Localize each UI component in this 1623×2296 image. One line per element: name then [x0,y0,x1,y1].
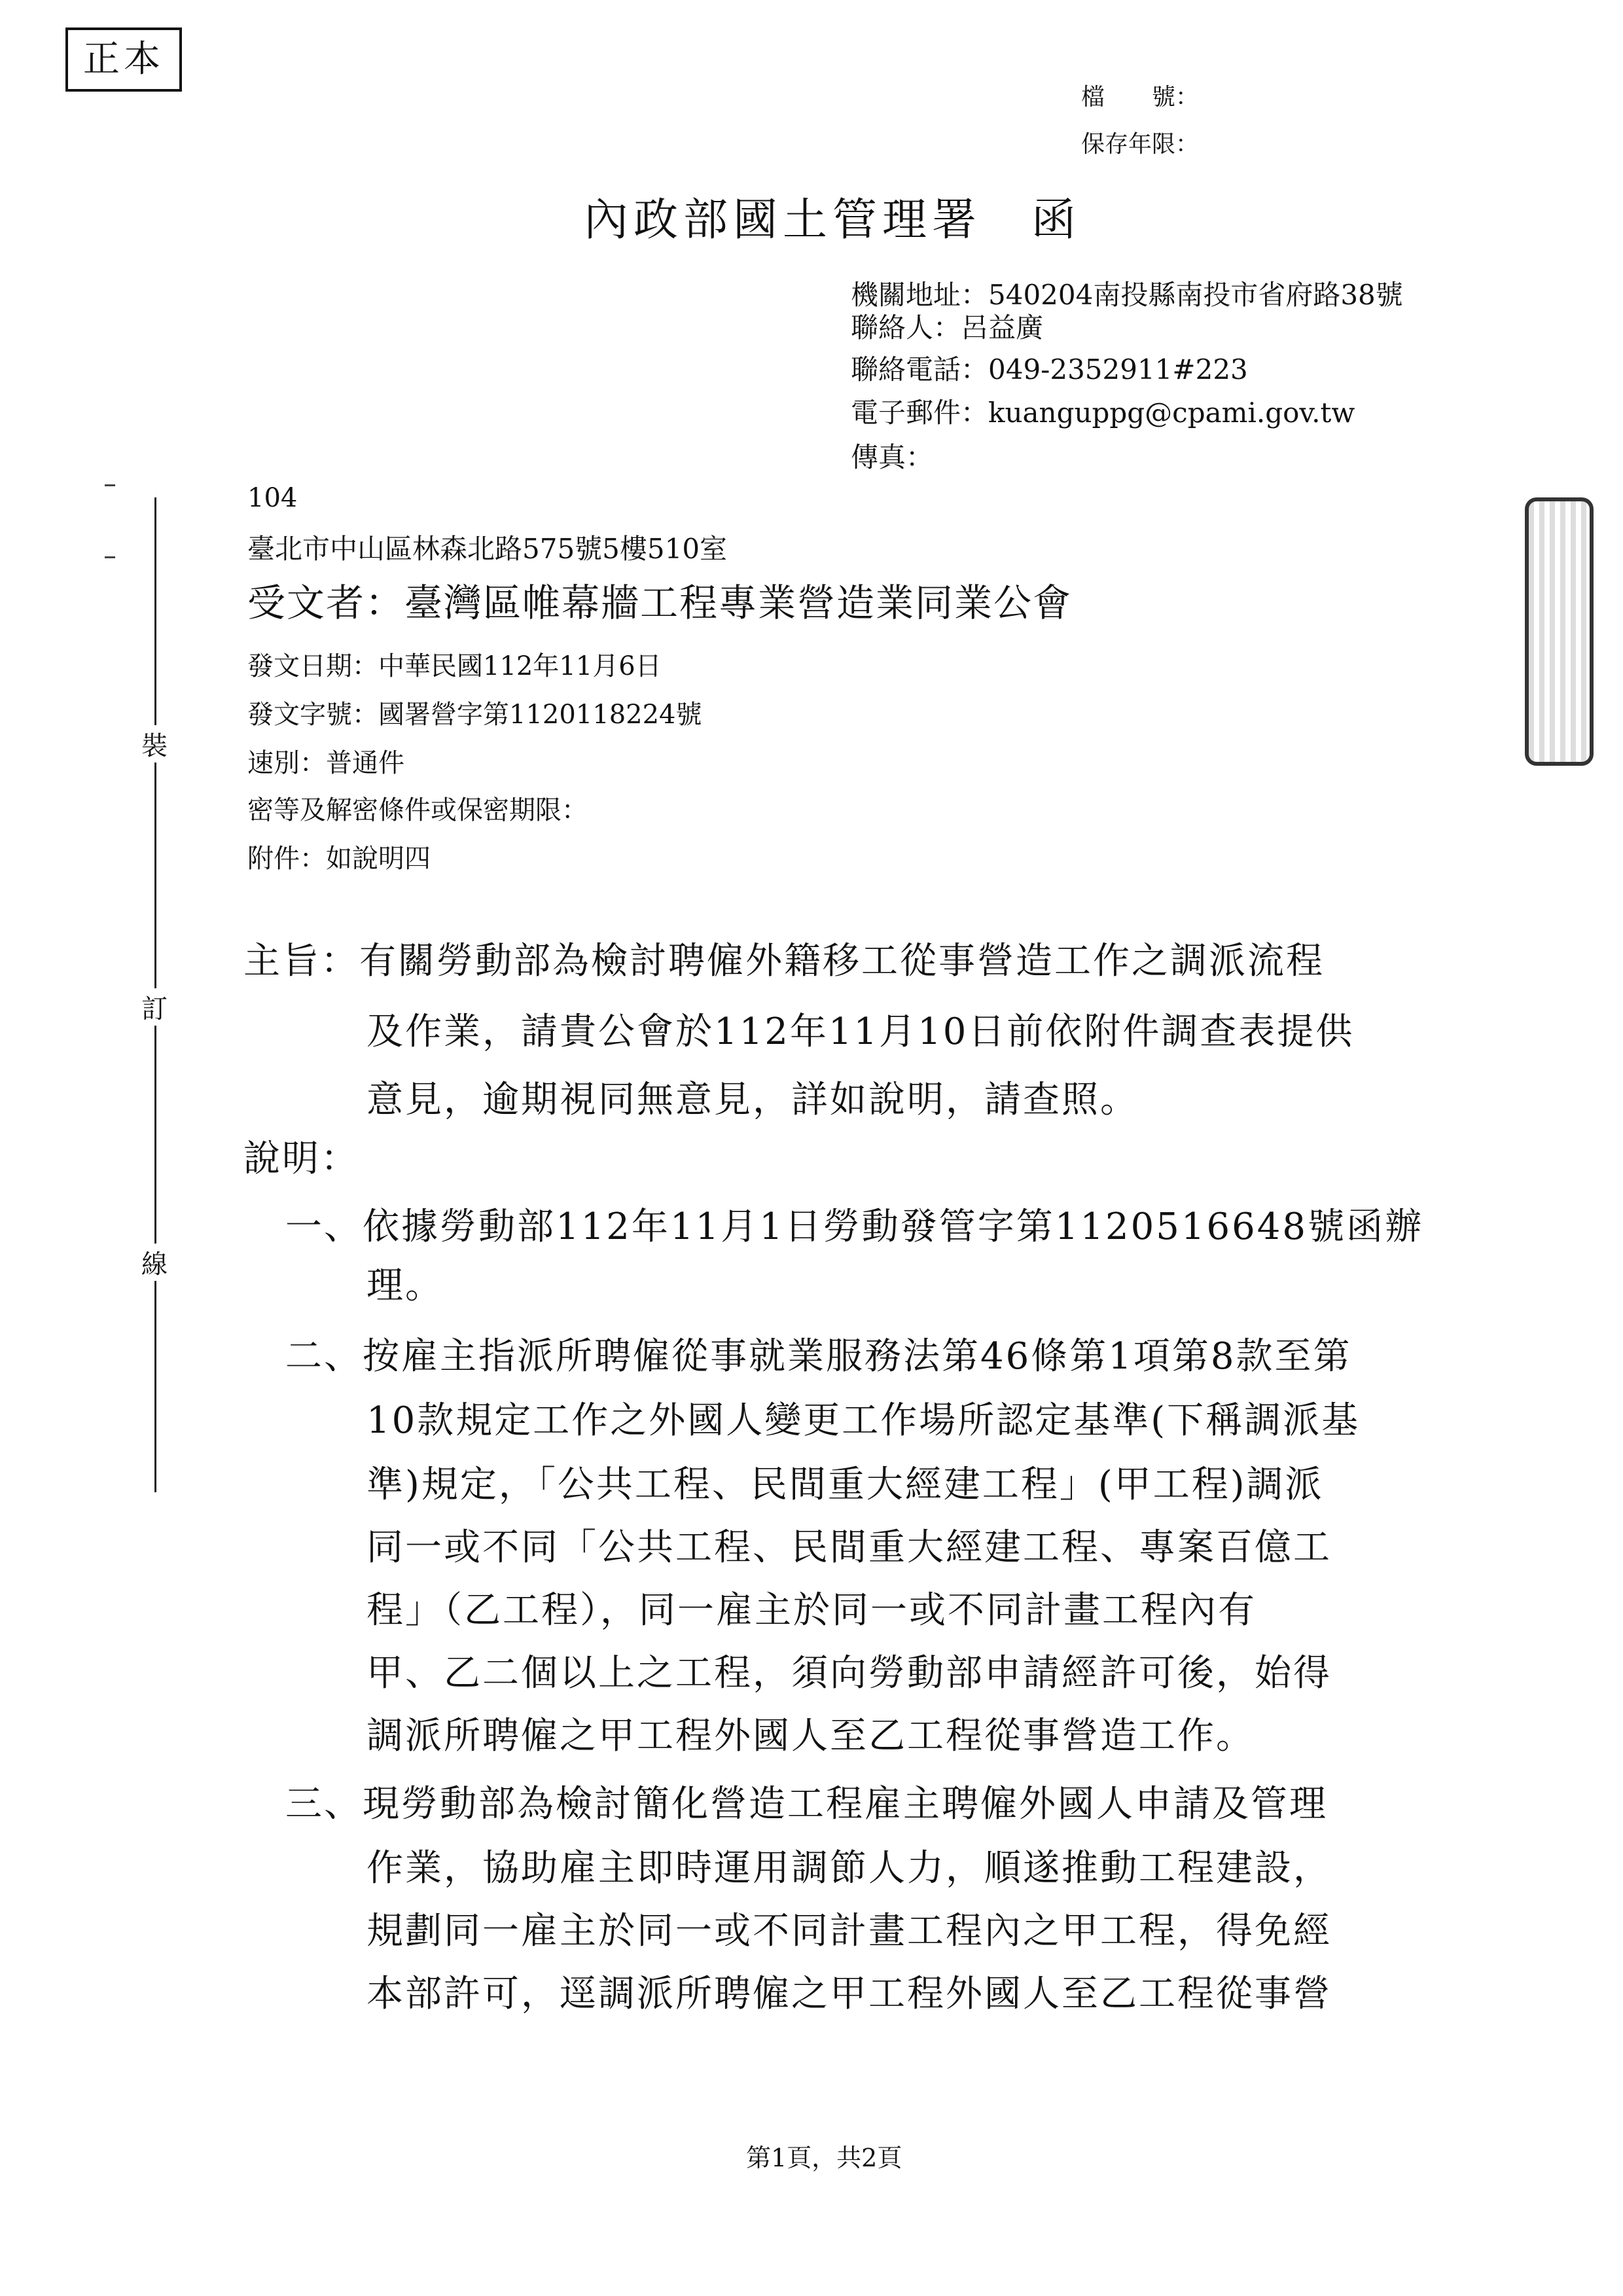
delivery-speed: 速別：普通件 [247,748,404,778]
explanation-item-line: 理。 [366,1265,444,1307]
subject-line: 及作業，請貴公會於112年11月10日前依附件調查表提供 [366,1011,1355,1053]
file-number-label: 檔 號： [1081,84,1200,111]
document-title: 內政部國土管理署 函 [584,194,1082,246]
explanation-item-line: 調派所聘僱之甲工程外國人至乙工程從事營造工作。 [366,1715,1255,1757]
agency-address: 機關地址：540204南投縣南投市省府路38號 [851,279,1403,311]
margin-binding-char: 線 [141,1244,168,1281]
explanation-item-line: 10款規定工作之外國人變更工作場所認定基準(下稱調派基 [366,1399,1361,1442]
explanation-label: 說明： [243,1138,359,1180]
issue-date: 發文日期：中華民國112年11月6日 [247,651,662,681]
explanation-item-line: 二、按雇主指派所聘僱從事就業服務法第46條第1項第8款至第 [285,1335,1352,1378]
margin-binding-char: 裝 [141,725,168,762]
attachment-note: 附件：如說明四 [247,844,431,874]
contact-person: 聯絡人：呂益廣 [851,312,1044,344]
subject-line: 意見，逾期視同無意見，詳如說明，請查照。 [366,1079,1139,1121]
explanation-item-line: 程」（乙工程），同一雇主於同一或不同計畫工程內有 [366,1589,1257,1632]
explanation-item-line: 準)規定，「公共工程、民間重大經建工程」(甲工程)調派 [366,1463,1324,1506]
contact-email: 電子郵件：kuanguppg@cpami.gov.tw [851,397,1355,429]
recipient-name: 受文者：臺灣區帷幕牆工程專業營造業同業公會 [247,581,1073,625]
margin-mark [105,556,115,558]
original-copy-stamp: 正本 [65,27,182,92]
explanation-item-line: 規劃同一雇主於同一或不同計畫工程內之甲工程，得免經 [366,1910,1332,1952]
subject-line: 主旨：有關勞動部為檢討聘僱外籍移工從事營造工作之調派流程 [243,940,1325,982]
explanation-item-line: 本部許可，逕調派所聘僱之甲工程外國人至乙工程從事營 [366,1973,1332,2015]
contact-fax: 傳真： [851,441,934,473]
retention-period-label: 保存年限： [1081,131,1200,158]
margin-mark [105,484,115,486]
recipient-address: 臺北市中山區林森北路575號5樓510室 [247,533,728,565]
explanation-item-line: 同一或不同「公共工程、民間重大經建工程、專案百億工 [366,1526,1332,1569]
explanation-item-line: 一、依據勞動部112年11月1日勞動發管字第1120516648號函辦 [285,1206,1424,1248]
document-number: 發文字號：國署營字第1120118224號 [247,700,702,730]
page-number: 第1頁，共2頁 [746,2144,902,2172]
recipient-postal-code: 104 [247,483,298,513]
explanation-item-line: 作業，協助雇主即時運用調節人力，順遂推動工程建設， [366,1847,1332,1890]
explanation-item-line: 三、現勞動部為檢討簡化營造工程雇主聘僱外國人申請及管理 [285,1783,1328,1825]
margin-binding-char: 訂 [141,988,168,1026]
contact-phone: 聯絡電話：049-2352911#223 [851,353,1248,386]
received-seal-stamp [1525,497,1594,766]
explanation-item-line: 甲、乙二個以上之工程，須向勞動部申請經許可後，始得 [366,1652,1332,1695]
security-level: 密等及解密條件或保密期限： [247,795,588,825]
